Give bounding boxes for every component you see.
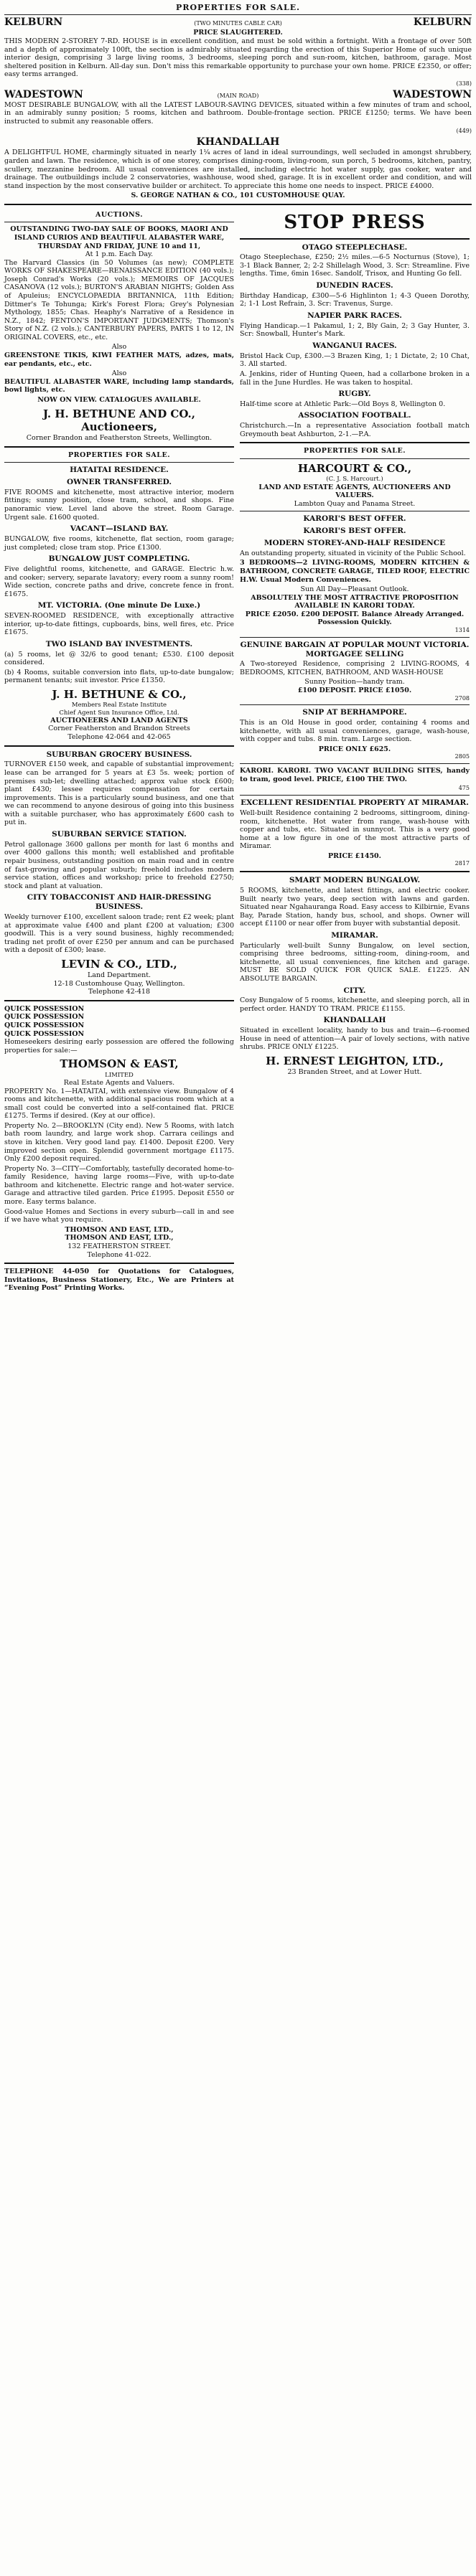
ref-1314: 1314 bbox=[454, 626, 470, 633]
harcourt-firm: HARCOURT & CO., bbox=[297, 461, 412, 475]
wadestown-left: WADESTOWN bbox=[4, 88, 83, 100]
snip-title: SNIP AT BERHAMPORE. bbox=[302, 708, 407, 717]
divider bbox=[4, 1000, 234, 1001]
divider bbox=[240, 238, 470, 240]
miramar-title: MIRAMAR. bbox=[331, 930, 378, 940]
rugby-title: RUGBY. bbox=[338, 390, 371, 399]
five-rooms-body: FIVE ROOMS and kitchenette, most attractive interior, modern fittings; sunny position, close tram, school, and shops. Fine panoramic view. Level land above the street. Room Garage. Urgent sale. £1600 quoted. bbox=[4, 488, 234, 522]
auctions-headline: OUTSTANDING TWO-DAY SALE OF BOOKS, MAORI AND ISLAND CURIOS AND BEAUTIFUL ALABASTER WARE, THURSDAY AND FRIDAY, JUNE 10 and 11, bbox=[10, 225, 228, 250]
columns bbox=[4, 209, 472, 1294]
auctions-time: At 1 p.m. Each Day. bbox=[85, 250, 154, 259]
kelburn-mid: (TWO MINUTES CABLE CAR) bbox=[194, 20, 282, 27]
hataitai-title: HATAITAI RESIDENCE. bbox=[70, 466, 169, 475]
excellent-body: Well-built Residence containing 2 bedrooms, sittingroom, dining-room, kitchenette. Hot water from range, wash-house with copper and tubs, etc. Situated in sunnycot. This is a very good home at a low figure in one of the most attractive parts of Miramar. bbox=[240, 808, 470, 851]
otago-body: Otago Steeplechase, £250; 2½ miles.—6-5 Nocturnus (Stove), 1; 3-1 Black Banner, 2; 2-2 Shillelagh Wood, 3. Scr: Streamline. Five lengths. Time, 6min 16sec. Sandolf, Trisox, and Hunting Go fell. bbox=[240, 253, 470, 278]
island-inv-title: TWO ISLAND BAY INVESTMENTS. bbox=[45, 639, 193, 648]
thomson-ltd: LIMITED bbox=[105, 1071, 134, 1079]
karori-sites: KARORI. KARORI. TWO VACANT BUILDING SITES, handy to tram, good level. PRICE, £100 THE TWO. bbox=[240, 767, 470, 783]
properties-banner-top: PROPERTIES FOR SALE. bbox=[4, 1, 472, 15]
wadestown-right: WADESTOWN bbox=[393, 88, 472, 100]
smart-title: SMART MODERN BUNGALOW. bbox=[289, 876, 421, 885]
city-title: CITY. bbox=[343, 986, 366, 995]
khandallah-2-title: KHANDALLAH bbox=[323, 1016, 386, 1025]
bargain-title: GENUINE BARGAIN AT POPULAR MOUNT VICTORIA. MORTGAGEE SELLING bbox=[240, 640, 470, 659]
levin-firm: LEVIN & CO., LTD., bbox=[61, 957, 177, 971]
tobacco-title: CITY TOBACCONIST AND HAIR-DRESSING BUSINESS. bbox=[27, 893, 212, 912]
owner-title: OWNER TRANSFERRED. bbox=[66, 478, 172, 487]
khandallah-heading: KHANDALLAH bbox=[196, 136, 280, 148]
quick-line-3: QUICK POSSESSION bbox=[4, 1022, 85, 1029]
smart-body: 5 ROOMS, kitchenette, and latest fittings, and electric cooker. Built nearly two years, deep section with lawns and garden. Situated near Ngahauranga Road. Easy access to Kilbirnie, Evans Bay, Parade Station, handy bus, school, and shops. Owner will accept £1100 or near offer from buyer with substantial deposit. bbox=[240, 886, 470, 928]
thomson-firm-2: THOMSON AND EAST, LTD., bbox=[65, 1225, 174, 1234]
auctions-alabaster: BEAUTIFUL ALABASTER WARE, including lamp standards, bowl lights, etc. bbox=[4, 377, 234, 395]
city-body: Cosy Bungalow of 5 rooms, kitchenette, and sleeping porch, all in perfect order. HANDY TO TRAM. PRICE £1155. bbox=[240, 996, 470, 1013]
station-body: Petrol gallonage 3600 gallons per month for last 6 months and over 4000 gallons this month; well established and profitable repair business, outstanding position on main road and in centre of fast-growing and popular suburb; freehold includes modern service station, offices and workshop; price to freehold £2750; stock and plant at valuation. bbox=[4, 840, 234, 890]
ref-2817: 2817 bbox=[454, 860, 470, 867]
otago-title: OTAGO STEEPLECHASE. bbox=[302, 242, 408, 252]
divider bbox=[240, 637, 470, 638]
rugby-body: Half-time score at Athletic Park:—Old Boys 8, Wellington 0. bbox=[240, 400, 446, 408]
ref-475: 475 bbox=[458, 785, 470, 792]
divider bbox=[240, 704, 470, 705]
snip-body: This is an Old House in good order, containing 4 rooms and kitchenette, with all usual conveniences, garage, wash-house, with copper and tubs. 8 min. tram. Large section. bbox=[240, 719, 470, 744]
quick-intro: Homeseekers desiring early possession are offered the following properties for sale:— bbox=[4, 1038, 234, 1055]
leighton-address: 23 Branden Street, and at Lower Hutt. bbox=[287, 1068, 422, 1077]
wadestown-body: MOST DESIRABLE BUNGALOW, with all the LATEST LABOUR-SAVING DEVICES, situated within a few minutes of tram and school, in an admirably sunny position; 5 rooms, kitchen and bathroom. Double-frontage section. PRICE £1250; terms. We have been instructed to submit any reasonable offers. bbox=[4, 100, 472, 126]
left-column bbox=[4, 209, 234, 1294]
auctions-books: The Harvard Classics (in 50 Volumes (as new); COMPLETE WORKS OF SHAKESPEARE—RENAISSANCE EDITION (40 vols.); Joseph Conrad's Works (20 vols.); MEMOIRS OF JACQUES CASANOVA (12 vols.); BURTON'S ARABIAN NIGHTS; Golden Ass of Apuleius; ENCYCLOPAEDIA BRITANNICA, 11th Edition; Dittmer's Te Tohunga; Kirk's Forest Flora; Grey's Polynesian Mythology, 1855; Chas. Heaphy's Narrative of a Residence in N.Z., 1842; FENTON'S IMPORTANT JUDGMENTS; Thomson's Story of N.Z. (2 vols.); CANTERBURY PAPERS, PARTS 1 to 12, IN ORIGINAL COVERS, etc., etc. bbox=[4, 258, 234, 341]
thomson-address: 132 FEATHERSTON STREET. bbox=[67, 1242, 171, 1250]
modern-price: PRICE £2050. £200 DEPOSIT. Balance Already Arranged. Possession Quickly. bbox=[245, 610, 465, 627]
kelburn-heading bbox=[4, 16, 472, 29]
thomson-agents: Real Estate Agents and Valuers. bbox=[63, 1078, 175, 1087]
levin-tel: Telephone 42-418 bbox=[88, 988, 150, 996]
modern-spec: 3 BEDROOMS—2 LIVING-ROOMS, MODERN KITCHEN & BATHROOM, CONCRETE GARAGE, TILED ROOF, ELECTRIC H.W. Usual Modern Conveniences. bbox=[240, 559, 470, 584]
bethune-firm: J. H. BETHUNE & CO., bbox=[52, 687, 187, 701]
jenkins-body: A. Jenkins, rider of Hunting Queen, had a collarbone broken in a fall in the June Hurdles. He was taken to hospital. bbox=[240, 369, 470, 387]
thomson-firm-3: THOMSON AND EAST, LTD., bbox=[65, 1234, 174, 1242]
vacant-title: VACANT—ISLAND BAY. bbox=[70, 524, 169, 534]
bargain-deposit: £100 DEPOSIT. PRICE £1050. bbox=[297, 687, 412, 695]
kelburn-price: PRICE SLAUGHTERED. bbox=[193, 29, 283, 37]
inv-b: (b) 4 Rooms, suitable conversion into flats, up-to-date bungalow; permanent tenants; suit investor. Price £1350. bbox=[4, 668, 234, 685]
suburban-body: TURNOVER £150 week, and capable of substantial improvement; lease can be arranged for 5 years at £3 5s. week; portion of premises sub-let; dwelling attached; approx value stock £600; plant £430; lessee requires compensation for certain improvements. This is a particularly sound business, and one that we can recommend to anyone desirous of going into this business with a suitable purchaser, who has approximately £600 cash to put in. bbox=[4, 760, 234, 827]
modern-sun: Sun All Day—Pleasant Outlook. bbox=[300, 585, 409, 594]
ref-2805: 2805 bbox=[454, 753, 470, 760]
kelburn-right: KELBURN bbox=[413, 16, 472, 29]
divider-top bbox=[4, 204, 472, 205]
quick-line-2: QUICK POSSESSION bbox=[4, 1013, 85, 1022]
divider bbox=[4, 1263, 234, 1264]
inv-a: (a) 5 rooms, let @ 32/6 to good tenant; £530. £100 deposit considered. bbox=[4, 650, 234, 667]
divider bbox=[4, 462, 234, 463]
properties-banner-right: PROPERTIES FOR SALE. bbox=[303, 447, 406, 456]
kelburn-body: THIS MODERN 2-STOREY 7-RD. HOUSE is in excellent condition, and must be sold within a fortnight. With a frontage of over 50ft and a depth of approximately 100ft, the section is admirably situated regarding the erection of this Superior Home of such unique interior design, comprising 3 large living rooms, 3 bedrooms, sleeping porch and sun-room, kitchen, bathroom, garage. Most sheltered position in Kelburn. All-day sun. Don't miss this remarkable opportunity to purchase your own home. PRICE £2350, or offer; easy terms arranged. bbox=[4, 37, 472, 79]
harcourt-partner: (C. J. S. Harcourt.) bbox=[326, 476, 383, 483]
printing-ad: TELEPHONE 44-050 for Quotations for Catalogues, Invitations, Business Stationery, Etc., We are Printers at “Evening Post” Printing Works. bbox=[4, 1268, 234, 1293]
wadestown-heading bbox=[4, 89, 472, 101]
assoc-title: ASSOCIATION FOOTBALL. bbox=[298, 411, 411, 420]
wanganui-body: Bristol Hack Cup, £300.—3 Brazen King, 1; 1 Dictate, 2; 10 Chat, 3. All started. bbox=[240, 352, 470, 369]
karori-offer-1: KARORI'S BEST OFFER. bbox=[303, 514, 406, 524]
nearing-body: Five delightful rooms, kitchenette, and GARAGE. Electric h.w. and cooker; servery, separate lavatory; every room a sunny room! Wide section, concrete paths and drive, concrete fence in front. £1675. bbox=[4, 565, 234, 598]
modern-value: ABSOLUTELY THE MOST ATTRACTIVE PROPOSITION AVAILABLE IN KARORI TODAY. bbox=[251, 593, 459, 610]
thomson-firm: THOMSON & EAST, bbox=[60, 1057, 179, 1071]
divider bbox=[240, 442, 470, 443]
suburban-title: SUBURBAN GROCERY BUSINESS. bbox=[46, 750, 192, 759]
harcourt-address: Lambton Quay and Panama Street. bbox=[294, 499, 416, 508]
properties-banner-left: PROPERTIES FOR SALE. bbox=[67, 450, 171, 459]
tobacco-body: Weekly turnover £100, excellent saloon trade; rent £2 week; plant at approximate value £400 and plant £200 at valuation; £300 goodwill. This is a very sound business, highly recommended; trading net profit of over £250 per annum and can be purchased with a deposit of £300; lease. bbox=[4, 912, 234, 955]
good-value: Good-value Homes and Sections in every suburb—call in and see if we have what you require. bbox=[4, 1207, 234, 1225]
divider bbox=[4, 745, 234, 747]
dunedin-title: DUNEDIN RACES. bbox=[316, 281, 393, 291]
property-1: PROPERTY No. 1—HATAITAI, with extensive view. Bungalow of 4 rooms and kitchenette, with additional spacious room which at a small cost could be converted into a self-contained flat. PRICE £1275. Terms if desired. (Key at our office). bbox=[4, 1087, 234, 1120]
auctions-view: NOW ON VIEW. CATALOGUES AVAILABLE. bbox=[37, 395, 201, 404]
wadestown-mid: (MAIN ROAD) bbox=[217, 92, 259, 99]
kelburn-ref: (338) bbox=[456, 80, 472, 87]
mt-victoria-title: MT. VICTORIA. (One minute De Luxe.) bbox=[37, 601, 201, 610]
wadestown-ref: (449) bbox=[456, 127, 472, 134]
auctions-also-1: Also bbox=[111, 343, 127, 352]
divider bbox=[240, 458, 470, 459]
quick-line-1: QUICK POSSESSION bbox=[4, 1004, 85, 1013]
bethune-agents: Chief Agent Sun Insurance Office, Ltd. bbox=[59, 709, 179, 717]
property-3: Property No. 3—CITY—Comfortably, tastefully decorated home-to-family Residence, having large rooms—Five, with up-to-date bathroom and kitchenette. Electric range and hot-water service. Garage and attractive tiled garden. Price £1995. Deposit £550 or more. Easy terms balance. bbox=[4, 1164, 235, 1207]
levin-address: 12-18 Customhouse Quay, Wellington. bbox=[53, 979, 185, 988]
auctions-also-2: Also bbox=[111, 369, 127, 378]
excellent-price: PRICE £1450. bbox=[328, 851, 381, 860]
divider bbox=[4, 446, 234, 448]
khandallah-sig: S. GEORGE NATHAN & CO., 101 CUSTOMHOUSE QUAY. bbox=[131, 192, 345, 200]
property-2: Property No. 2—BROOKLYN (City end). New 5 Rooms, with latch bath room laundry, and large work shop. Carrara ceilings and stove in kitchen. Very good land pay. £1400. Deposit £200. Very improved section open. Splendid government mortgage £1175. Only £200 deposit required. bbox=[4, 1121, 234, 1164]
divider bbox=[240, 763, 470, 764]
quick-line-4: QUICK POSSESSION bbox=[4, 1029, 85, 1038]
khandallah-body: A DELIGHTFUL HOME, charmingly situated in nearly 1¼ acres of land in ideal surroundings, well secluded in amongst shrubbery, garden and lawn. The residence, which is of one storey, comprises dining-room, living-room, sun porch, 5 bedrooms, kitchen, pantry, scullery, mezzanine bedroom. All usual conveniences are installed, including electric hot water supply, gas cooker, water and drainage. The outbuildings include 2 conservatories, washhouse, wood shed, garage. It is in excellent order and condition, and will stand inspection by the most conservative builder or architect. To appreciate this home one needs to inspect. PRICE £4000. bbox=[4, 148, 472, 190]
seven-body: SEVEN-ROOMED RESIDENCE, with exceptionally attractive interior, up-to-date fittings, cupboards, bins, well fires, etc. Price £1675. bbox=[4, 612, 234, 637]
snip-price: PRICE ONLY £625. bbox=[318, 745, 391, 753]
bethune-tel: Telephone 42-064 and 42-065 bbox=[67, 733, 171, 742]
dunedin-body: Birthday Handicap, £300—5-6 Highlinton 1; 4-3 Queen Dorothy, 2; 1-1 Lost Refrain, 3. Scr: Travenus, Surge. bbox=[240, 291, 470, 308]
right-column bbox=[240, 209, 470, 1294]
divider bbox=[240, 871, 470, 872]
bethune-address: Corner Featherston and Brandon Streets bbox=[48, 725, 190, 733]
kelburn-left: KELBURN bbox=[4, 16, 63, 29]
auctions-address: Corner Brandon and Featherston Streets, Wellington. bbox=[26, 434, 213, 443]
auctions-firm: J. H. BETHUNE AND CO., Auctioneers, bbox=[42, 407, 196, 433]
ref-2708: 2708 bbox=[454, 694, 470, 702]
vacant-body: BUNGALOW, five rooms, kitchenette, flat section, room garage; just completed; close tram stop. Price £1300. bbox=[4, 534, 234, 552]
bethune-members: Members Real Estate Institute bbox=[71, 702, 167, 709]
auctions-greenstone: GREENSTONE TIKIS, KIWI FEATHER MATS, adzes, mats, ear pendants, etc., etc. bbox=[4, 352, 234, 368]
assoc-body: Christchurch.—In a representative Association football match Greymouth beat Ashburton, 2-1.—P.A. bbox=[240, 422, 470, 438]
leighton-firm: H. ERNEST LEIGHTON, LTD., bbox=[266, 1055, 444, 1068]
excellent-title: EXCELLENT RESIDENTIAL PROPERTY AT MIRAMAR. bbox=[241, 798, 469, 808]
bargain-sunny: Sunny Position—handy tram. bbox=[304, 678, 405, 687]
thomson-tel: Telephone 41-022. bbox=[87, 1250, 151, 1259]
bethune-auctioneers: AUCTIONEERS AND LAND AGENTS bbox=[50, 716, 188, 725]
modern-body: An outstanding property, situated in vicinity of the Public School. bbox=[240, 549, 466, 557]
stop-press-title: STOP PRESS bbox=[284, 211, 426, 233]
bargain-body: A Two-storeyed Residence, comprising 2 LIVING-ROOMS, 4 BEDROOMS, KITCHEN, BATHROOM, AND WASH-HOUSE bbox=[240, 660, 470, 676]
modern-title: MODERN STOREY-AND-HALF RESIDENCE bbox=[263, 538, 446, 547]
karori-offer-2: KARORI'S BEST OFFER. bbox=[303, 527, 406, 536]
levin-dept: Land Department. bbox=[87, 971, 151, 980]
wanganui-title: WANGANUI RACES. bbox=[312, 341, 397, 350]
station-title: SUBURBAN SERVICE STATION. bbox=[52, 830, 187, 839]
miramar-body: Particularly well-built Sunny Bungalow, on level section, comprising three bedrooms, sitting-room, dining-room, and kitchenette, all usual conveniences, fine kitchen and garage. MUST BE SOLD QUICK FOR QUICK SALE. £1225. AN ABSOLUTE BARGAIN. bbox=[240, 941, 470, 983]
divider bbox=[240, 795, 470, 796]
napier-body: Flying Handicap.—1 Pakamul, 1; 2, Bly Gain, 2; 3 Gay Hunter, 3. Scr: Snowball, Hunter's Mark. bbox=[240, 321, 470, 339]
nearing-title: BUNGALOW JUST COMPLETING. bbox=[48, 555, 190, 564]
napier-title: NAPIER PARK RACES. bbox=[307, 311, 402, 321]
khandallah-2-body: Situated in excellent locality, handy to bus and train—6-roomed House in need of attention—A pair of lovely sections, with native shrubs. PRICE ONLY £1225. bbox=[240, 1027, 470, 1052]
auctions-title: AUCTIONS. bbox=[95, 210, 144, 219]
harcourt-land: LAND AND ESTATE AGENTS, AUCTIONEERS AND VALUERS. bbox=[258, 483, 451, 500]
